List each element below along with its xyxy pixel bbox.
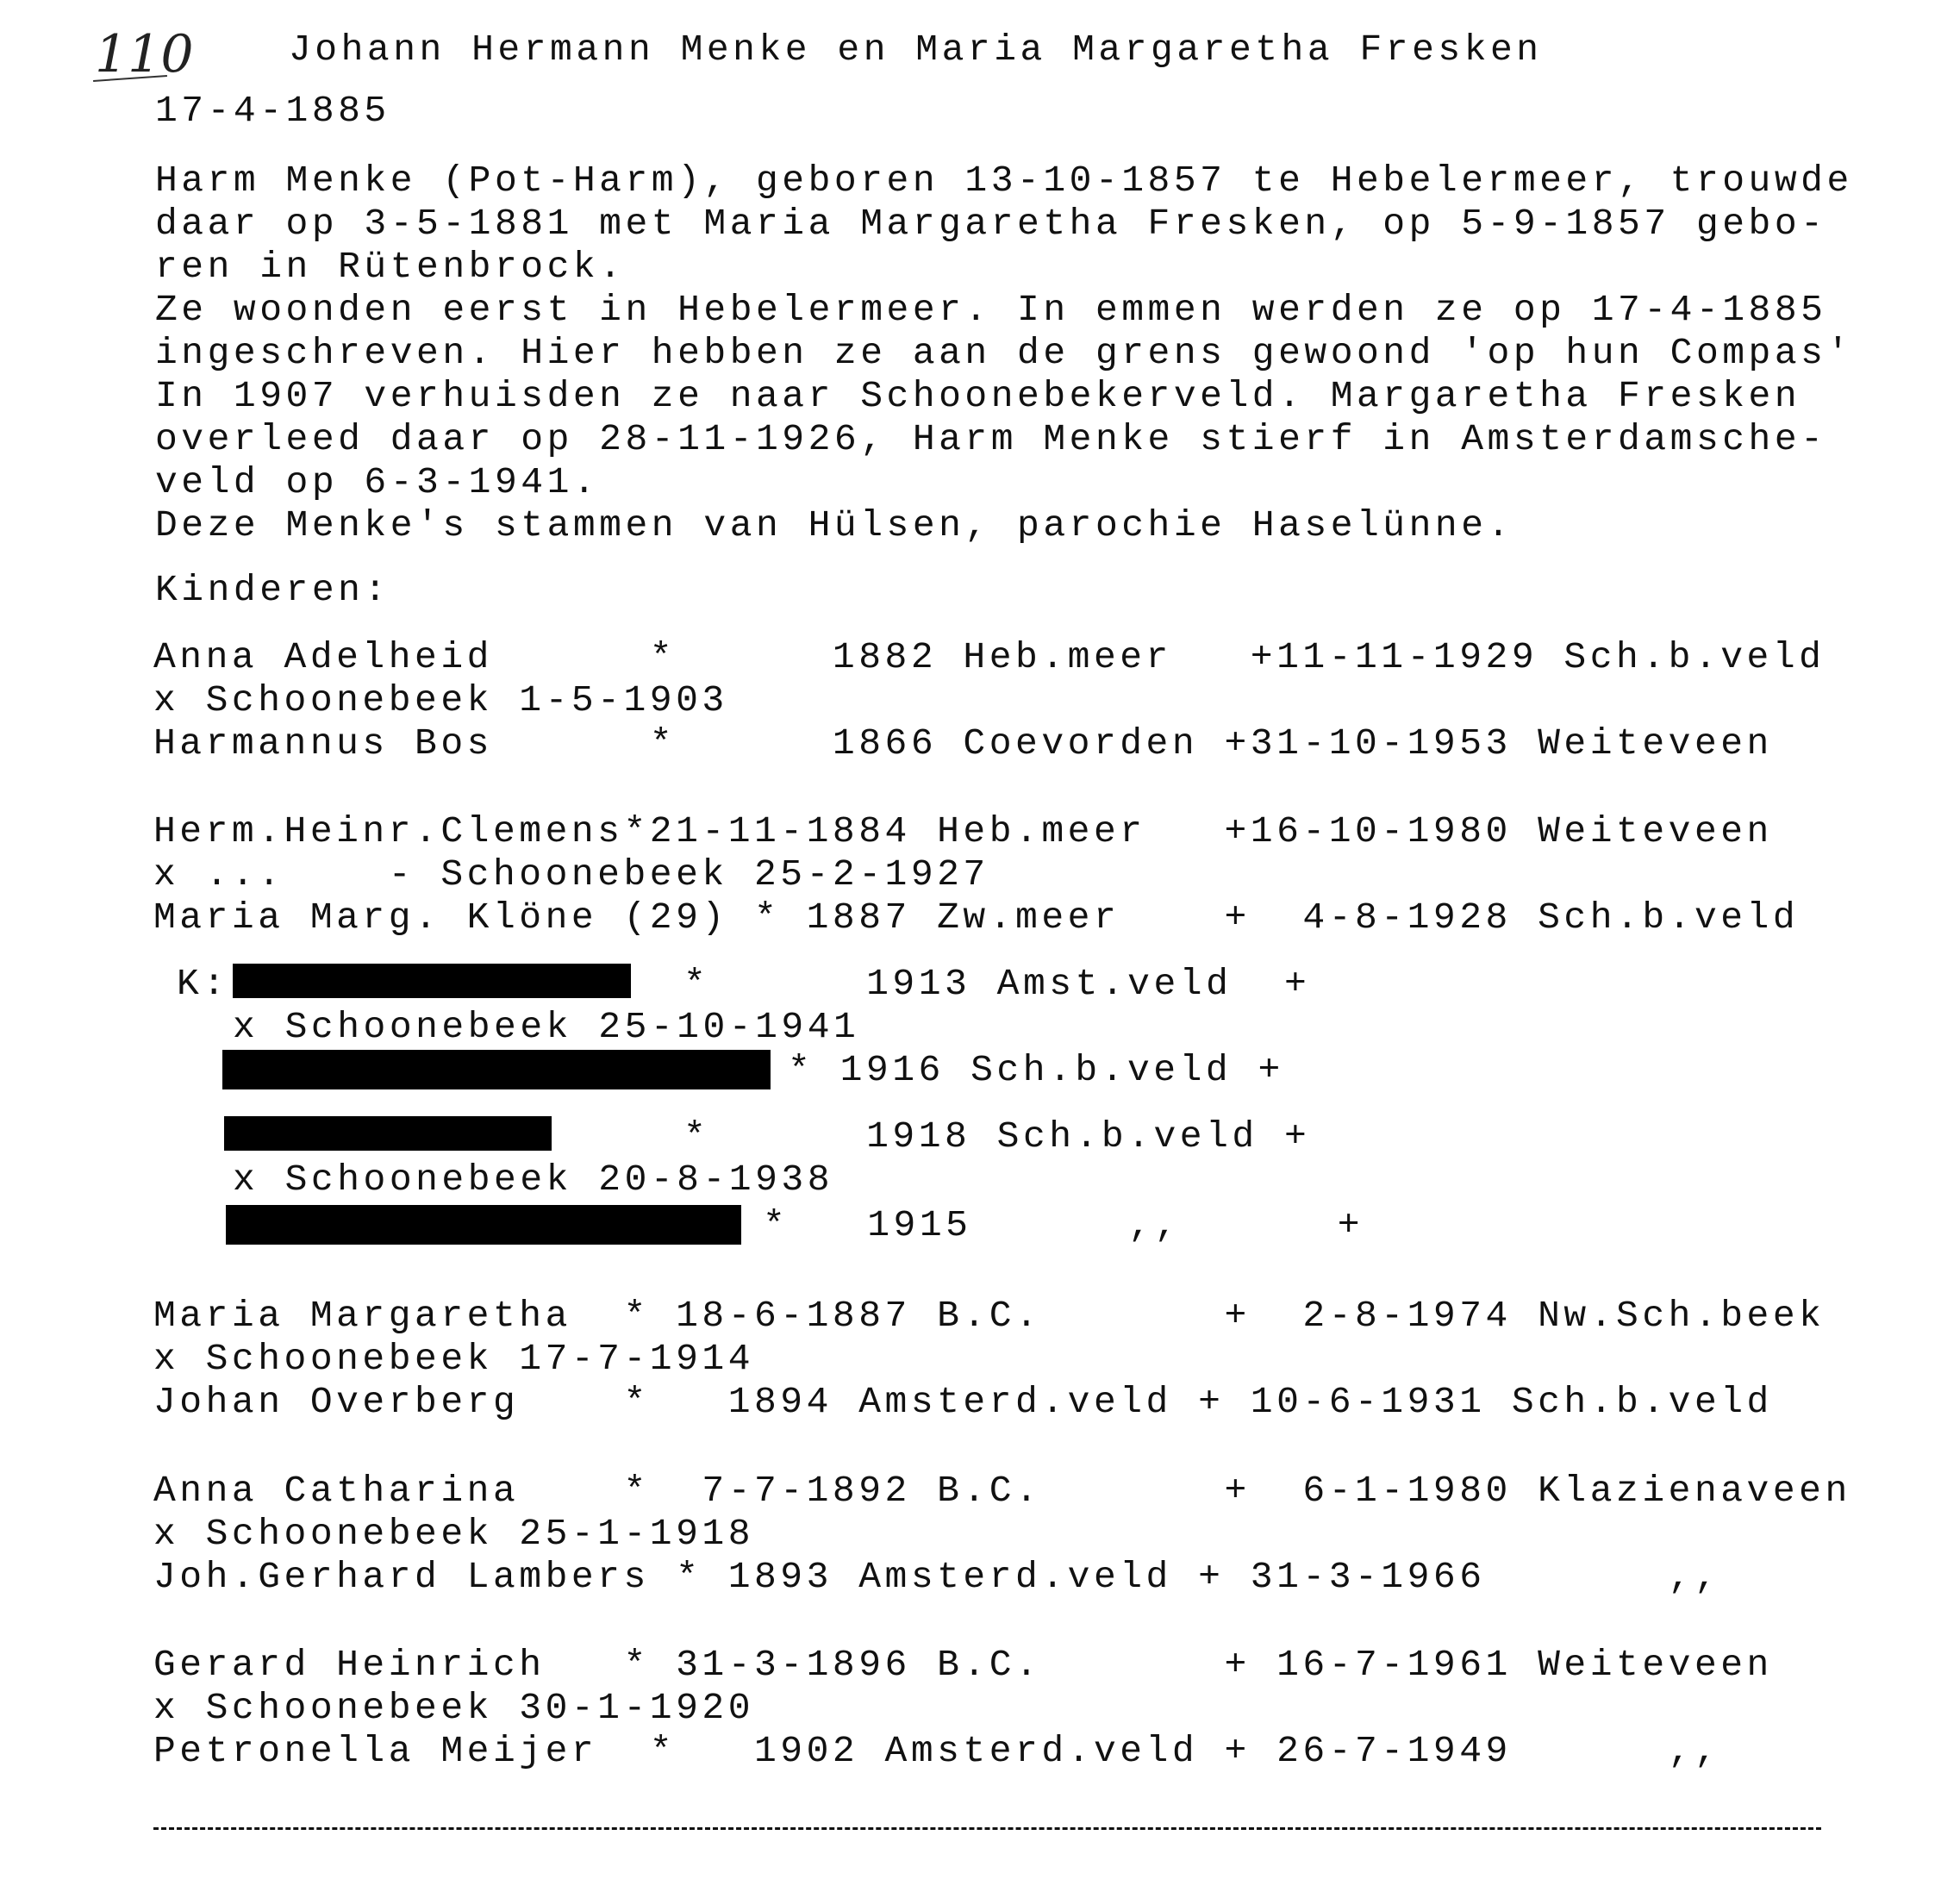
paragraph-line: ingeschreven. Hier hebben ze aan de grens gewoond 'op hun Compas' [155, 332, 1853, 374]
grandchild-entry: * 1918 Sch.b.veld + [683, 1115, 1311, 1158]
child-entry-line: Anna Catharina * 7-7-1892 B.C. + 6-1-1980 Klazienaveen [153, 1470, 1851, 1512]
paragraph-line: veld op 6-3-1941. [155, 461, 600, 503]
child-entry-line: Maria Margaretha * 18-6-1887 B.C. + 2-8-1974 Nw.Sch.beek [153, 1295, 1826, 1337]
child-entry-line: x Schoonebeek 30-1-1920 [153, 1687, 754, 1729]
document-title: Johann Hermann Menke en Maria Margaretha Fresken [289, 28, 1543, 71]
registration-date: 17-4-1885 [155, 90, 390, 132]
grandchild-entry: * 1916 Sch.b.veld + [788, 1049, 1284, 1091]
child-entry-line: Maria Marg. Klöne (29) * 1887 Zw.meer + 4-8-1928 Sch.b.veld [153, 896, 1800, 939]
grandchild-marriage: x Schoonebeek 25-10-1941 [233, 1006, 860, 1048]
paragraph-line: In 1907 verhuisden ze naar Schoonebekerveld. Margaretha Fresken [155, 375, 1801, 417]
child-entry-line: x Schoonebeek 17-7-1914 [153, 1338, 754, 1380]
paragraph-line: daar op 3-5-1881 met Maria Margaretha Fresken, op 5-9-1857 gebo- [155, 203, 1827, 245]
paragraph-line: Ze woonden eerst in Hebelermeer. In emmen werden ze op 17-4-1885 [155, 289, 1827, 331]
paragraph-line: ren in Rütenbrock. [155, 246, 626, 288]
handwritten-page-number: 110 [95, 24, 194, 84]
paragraph-line: Deze Menke's stammen van Hülsen, parochie Haselünne. [155, 504, 1513, 546]
grandchild-marriage: x Schoonebeek 20-8-1938 [233, 1158, 833, 1201]
grandchild-entry: * 1913 Amst.veld + [683, 963, 1311, 1005]
child-entry-line: x ... - Schoonebeek 25-2-1927 [153, 853, 989, 896]
grandchildren-label: K: [177, 963, 229, 1005]
redaction-bar [224, 1116, 552, 1151]
redaction-bar [226, 1205, 741, 1245]
child-entry-line: Harmannus Bos * 1866 Coevorden +31-10-1953 Weiteveen [153, 722, 1773, 765]
paragraph-line: overleed daar op 28-11-1926, Harm Menke stierf in Amsterdamsche- [155, 418, 1827, 460]
child-entry-line: Gerard Heinrich * 31-3-1896 B.C. + 16-7-1961 Weiteveen [153, 1644, 1773, 1686]
child-entry-line: Anna Adelheid * 1882 Heb.meer +11-11-1929 Sch.b.veld [153, 636, 1826, 678]
redaction-bar [233, 964, 631, 998]
children-heading: Kinderen: [155, 569, 390, 611]
grandchild-entry: * 1915 ,, + [763, 1204, 1364, 1246]
child-entry-line: x Schoonebeek 1-5-1903 [153, 679, 728, 721]
paragraph-line: Harm Menke (Pot-Harm), geboren 13-10-1857 te Hebelermeer, trouwde [155, 159, 1853, 202]
child-entry-line: Johan Overberg * 1894 Amsterd.veld + 10-6-1931 Sch.b.veld [153, 1381, 1773, 1423]
closing-dashed-rule [153, 1827, 1821, 1830]
child-entry-line: Herm.Heinr.Clemens*21-11-1884 Heb.meer +16-10-1980 Weiteveen [153, 810, 1773, 852]
child-entry-line: x Schoonebeek 25-1-1918 [153, 1513, 754, 1555]
child-entry-line: Petronella Meijer * 1902 Amsterd.veld + 26-7-1949 ,, [153, 1730, 1721, 1772]
child-entry-line: Joh.Gerhard Lambers * 1893 Amsterd.veld + 31-3-1966 ,, [153, 1556, 1721, 1598]
redaction-bar [222, 1050, 771, 1089]
